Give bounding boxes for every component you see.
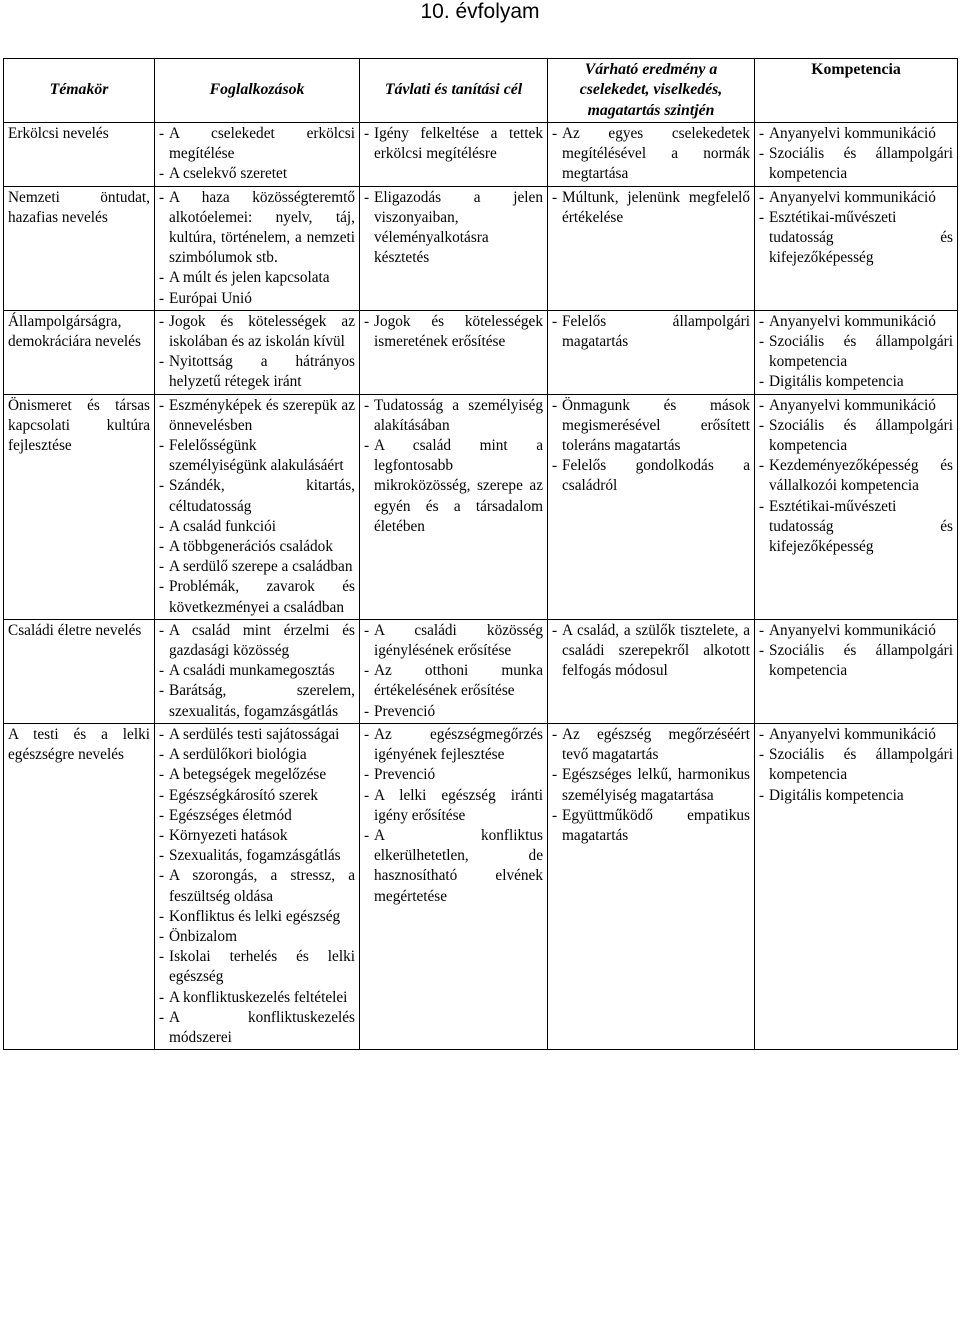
- competence-item: [759, 124, 953, 144]
- activities-list: [159, 396, 355, 618]
- outcomes-cell: [548, 723, 755, 1049]
- competences-cell: [755, 123, 958, 187]
- activities-list: [159, 188, 355, 309]
- dash-marker: -: [159, 847, 165, 865]
- competence-item-text: Szociális és állampolgári kompetencia: [769, 746, 953, 784]
- header-outcome: Várható eredmény a cselekedet, viselkedés, magatartás szintjén: [548, 59, 755, 123]
- goal-item: [364, 826, 543, 907]
- activity-item: [159, 476, 355, 516]
- dash-marker: -: [159, 289, 165, 307]
- dash-marker: -: [159, 806, 165, 824]
- goal-item: [364, 621, 543, 661]
- dash-marker: -: [159, 682, 165, 700]
- goals-cell: [360, 186, 548, 310]
- dash-marker: -: [759, 786, 765, 804]
- dash-marker: -: [364, 786, 370, 804]
- competence-item: [759, 372, 953, 392]
- outcomes-list: [552, 396, 750, 497]
- dash-marker: -: [159, 826, 165, 844]
- header-activities: Foglalkozások: [155, 59, 360, 123]
- goals-cell: [360, 123, 548, 187]
- dash-marker: -: [552, 396, 558, 414]
- goals-cell: [360, 619, 548, 723]
- outcomes-list: [552, 725, 750, 846]
- dash-marker: -: [159, 558, 165, 576]
- activity-item-text: A betegségek megelőzése: [169, 766, 327, 784]
- activity-item-text: A haza közösségteremtő alkotóelemei: nyelv, táj, kultúra, történelem, a nemzeti szimbólumok stb.: [169, 188, 355, 267]
- competence-item-text: Anyanyelvi kommunikáció: [769, 312, 936, 330]
- dash-marker: -: [759, 188, 765, 206]
- dash-marker: -: [552, 806, 558, 824]
- outcomes-cell: [548, 394, 755, 619]
- competences-list: [759, 124, 953, 185]
- competences-cell: [755, 394, 958, 619]
- outcome-item: [552, 396, 750, 457]
- activity-item-text: A serdülő szerepe a családban: [169, 558, 353, 576]
- table-row: [4, 186, 958, 310]
- goals-list: [364, 188, 543, 269]
- dash-marker: -: [159, 948, 165, 966]
- competence-item: [759, 188, 953, 208]
- activity-item-text: Jogok és kötelességek az iskolában és az iskolán kívül: [169, 312, 355, 351]
- goal-item: [364, 188, 543, 269]
- dash-marker: -: [759, 145, 765, 163]
- activity-item-text: Eszményképek és szerepük az önnevelésben: [169, 396, 355, 434]
- activity-item-text: A cselekvő szeretet: [169, 165, 288, 183]
- activity-item-text: A konfliktuskezelés feltételei: [169, 988, 348, 1006]
- competence-item: [759, 497, 953, 558]
- goal-item: [364, 661, 543, 701]
- activity-item: [159, 866, 355, 906]
- dash-marker: -: [159, 725, 165, 743]
- activity-item: [159, 289, 355, 309]
- activity-item: [159, 124, 355, 164]
- outcomes-list: [552, 124, 750, 185]
- activities-cell: [155, 186, 360, 310]
- goals-list: [364, 124, 543, 164]
- dash-marker: -: [552, 766, 558, 784]
- dash-marker: -: [159, 477, 165, 495]
- dash-marker: -: [759, 333, 765, 351]
- topic-cell: Állampolgárságra, demokráciára nevelés: [4, 310, 155, 394]
- activity-item: [159, 517, 355, 537]
- competence-item-text: Anyanyelvi kommunikáció: [769, 396, 936, 414]
- activities-list: [159, 312, 355, 393]
- dash-marker: -: [364, 621, 370, 639]
- table-row: [4, 310, 958, 394]
- dash-marker: -: [364, 188, 370, 206]
- dash-marker: -: [552, 725, 558, 743]
- outcome-item: [552, 312, 750, 352]
- activity-item-text: Problémák, zavarok és következményei a családban: [169, 578, 355, 616]
- outcome-item-text: Múltunk, jelenünk megfelelő értékelése: [562, 188, 750, 226]
- competence-item-text: Szociális és állampolgári kompetencia: [769, 145, 953, 183]
- activity-item: [159, 907, 355, 927]
- dash-marker: -: [552, 188, 558, 206]
- dash-marker: -: [552, 621, 558, 639]
- competence-item-text: Anyanyelvi kommunikáció: [769, 621, 936, 639]
- topic-cell: Nemzeti öntudat, hazafias nevelés: [4, 186, 155, 310]
- activity-item-text: Önbizalom: [169, 927, 237, 945]
- dash-marker: -: [159, 396, 165, 414]
- activity-item-text: A többgenerációs családok: [169, 538, 333, 556]
- activity-item-text: A család mint érzelmi és gazdasági közösség: [169, 621, 355, 660]
- activity-item-text: Európai Unió: [169, 289, 252, 307]
- competence-item: [759, 312, 953, 332]
- dash-marker: -: [159, 988, 165, 1006]
- dash-marker: -: [759, 208, 765, 226]
- goal-item-text: Eligazodás a jelen viszonyaiban, véleményalkotásra késztetés: [374, 188, 543, 267]
- topic-cell: A testi és a lelki egészségre nevelés: [4, 723, 155, 1049]
- activity-item: [159, 164, 355, 184]
- goal-item-text: Tudatosság a személyiség alakításában: [374, 396, 543, 434]
- activity-item-text: Szexualitás, fogamzásgátlás: [169, 847, 341, 865]
- competence-item: [759, 725, 953, 745]
- goal-item: [364, 702, 543, 722]
- outcomes-list: [552, 312, 750, 352]
- outcomes-cell: [548, 619, 755, 723]
- competences-list: [759, 396, 953, 558]
- activity-item-text: A cselekedet erkölcsi megítélése: [169, 125, 355, 163]
- outcome-item-text: Egészséges lelkű, harmonikus személyiség magatartása: [562, 766, 750, 804]
- activity-item: [159, 396, 355, 436]
- activity-item-text: Iskolai terhelés és lelki egészség: [169, 948, 355, 986]
- activity-item-text: A múlt és jelen kapcsolata: [169, 269, 330, 287]
- dash-marker: -: [364, 312, 370, 330]
- activity-item: [159, 846, 355, 866]
- activity-item-text: Felelősségünk személyiségünk alakulásáért: [169, 437, 344, 475]
- topic-cell: Önismeret és társas kapcsolati kultúra fejlesztése: [4, 394, 155, 619]
- goals-list: [364, 312, 543, 352]
- dash-marker: -: [159, 621, 165, 639]
- dash-marker: -: [159, 538, 165, 556]
- activity-item: [159, 557, 355, 577]
- dash-marker: -: [364, 125, 370, 142]
- competences-cell: [755, 186, 958, 310]
- dash-marker: -: [759, 725, 765, 743]
- dash-marker: -: [759, 125, 765, 142]
- activity-item: [159, 745, 355, 765]
- activity-item-text: A konfliktuskezelés módszerei: [169, 1008, 355, 1046]
- goals-cell: [360, 394, 548, 619]
- activity-item-text: Nyitottság a hátrányos helyzetű rétegek iránt: [169, 353, 355, 391]
- activity-item-text: Egészségkárosító szerek: [169, 786, 319, 804]
- goal-item-text: Az egészségmegőrzés igényének fejlesztése: [374, 725, 543, 764]
- outcomes-list: [552, 188, 750, 228]
- competences-list: [759, 725, 953, 806]
- dash-marker: -: [159, 766, 165, 784]
- outcome-item-text: Felelős állampolgári magatartás: [562, 312, 750, 351]
- competence-item-text: Kezdeményezőképesség és vállalkozói kompetencia: [769, 457, 953, 495]
- activity-item: [159, 268, 355, 288]
- dash-marker: -: [759, 312, 765, 330]
- outcome-item: [552, 124, 750, 185]
- activity-item: [159, 1008, 355, 1048]
- activity-item-text: A serdülőkori biológia: [169, 746, 307, 764]
- competence-item-text: Szociális és állampolgári kompetencia: [769, 642, 953, 680]
- goal-item-text: A család mint a legfontosabb mikroközösség, szerepe az egyén és a társadalom életében: [374, 437, 543, 535]
- activities-cell: [155, 310, 360, 394]
- activity-item: [159, 947, 355, 987]
- competence-item-text: Digitális kompetencia: [769, 786, 904, 804]
- outcome-item: [552, 188, 750, 228]
- competences-cell: [755, 310, 958, 394]
- activity-item: [159, 352, 355, 392]
- activity-item-text: Egészséges életmód: [169, 806, 292, 824]
- dash-marker: -: [159, 125, 165, 142]
- goal-item: [364, 312, 543, 352]
- activity-item: [159, 312, 355, 352]
- dash-marker: -: [159, 867, 165, 885]
- outcomes-list: [552, 621, 750, 682]
- dash-marker: -: [552, 125, 558, 142]
- outcome-item: [552, 456, 750, 496]
- outcomes-cell: [548, 123, 755, 187]
- dash-marker: -: [159, 188, 165, 206]
- dash-marker: -: [759, 621, 765, 639]
- competence-item: [759, 621, 953, 641]
- table-row: [4, 394, 958, 619]
- dash-marker: -: [364, 725, 370, 743]
- activity-item: [159, 681, 355, 721]
- competence-item-text: Szociális és állampolgári kompetencia: [769, 333, 953, 371]
- goal-item: [364, 124, 543, 164]
- activities-list: [159, 725, 355, 1048]
- dash-marker: -: [364, 826, 370, 844]
- dash-marker: -: [159, 1008, 165, 1026]
- dash-marker: -: [159, 437, 165, 455]
- topic-cell: Erkölcsi nevelés: [4, 123, 155, 187]
- dash-marker: -: [759, 416, 765, 434]
- competences-cell: [755, 619, 958, 723]
- competence-item-text: Szociális és állampolgári kompetencia: [769, 416, 953, 455]
- goal-item: [364, 765, 543, 785]
- outcome-item-text: Az egyes cselekedetek megítélésével a normák megtartása: [562, 125, 750, 183]
- competence-item-text: Esztétikai-művészeti tudatosság és kifejezőképesség: [769, 497, 953, 556]
- competence-item: [759, 456, 953, 496]
- activity-item: [159, 188, 355, 269]
- activity-item-text: A család funkciói: [169, 517, 277, 535]
- outcome-item-text: A család, a szülők tisztelete, a családi szerepekről alkotott felfogás módosul: [562, 621, 750, 680]
- competences-cell: [755, 723, 958, 1049]
- activity-item: [159, 927, 355, 947]
- dash-marker: -: [364, 396, 370, 414]
- table-row: [4, 619, 958, 723]
- dash-marker: -: [759, 642, 765, 660]
- goals-list: [364, 725, 543, 907]
- outcome-item: [552, 765, 750, 805]
- outcome-item-text: Együttműködő empatikus magatartás: [562, 806, 750, 844]
- outcomes-cell: [548, 186, 755, 310]
- activity-item: [159, 621, 355, 661]
- goal-item: [364, 436, 543, 537]
- goals-list: [364, 396, 543, 537]
- goal-item-text: A konfliktus elkerülhetetlen, de hasznosítható elvének megértetése: [374, 826, 543, 905]
- competence-item-text: Anyanyelvi kommunikáció: [769, 188, 936, 206]
- activities-cell: [155, 394, 360, 619]
- competence-item: [759, 208, 953, 269]
- outcome-item-text: Felelős gondolkodás a családról: [562, 457, 750, 495]
- competence-item: [759, 332, 953, 372]
- activity-item-text: Konfliktus és lelki egészség: [169, 907, 341, 925]
- outcome-item: [552, 806, 750, 846]
- activity-item-text: A szorongás, a stressz, a feszültség oldása: [169, 867, 355, 905]
- dash-marker: -: [159, 517, 165, 535]
- goals-list: [364, 621, 543, 722]
- dash-marker: -: [364, 766, 370, 784]
- header-goal: Távlati és tanítási cél: [360, 59, 548, 123]
- dash-marker: -: [159, 312, 165, 330]
- competence-item-text: Anyanyelvi kommunikáció: [769, 725, 936, 743]
- dash-marker: -: [364, 437, 370, 455]
- table-row: [4, 723, 958, 1049]
- activity-item: [159, 661, 355, 681]
- competence-item: [759, 786, 953, 806]
- activity-item: [159, 826, 355, 846]
- dash-marker: -: [759, 396, 765, 414]
- competence-item-text: Digitális kompetencia: [769, 373, 904, 391]
- competence-item: [759, 641, 953, 681]
- competence-item: [759, 416, 953, 456]
- activity-item: [159, 537, 355, 557]
- dash-marker: -: [552, 312, 558, 330]
- activity-item-text: Környezeti hatások: [169, 826, 288, 844]
- activities-cell: [155, 619, 360, 723]
- competences-list: [759, 188, 953, 269]
- activity-item: [159, 765, 355, 785]
- dash-marker: -: [759, 373, 765, 391]
- goal-item: [364, 725, 543, 765]
- activity-item-text: A családi munkamegosztás: [169, 662, 335, 680]
- activity-item: [159, 988, 355, 1008]
- outcome-item: [552, 725, 750, 765]
- goal-item-text: Jogok és kötelességek ismeretének erősítése: [374, 312, 543, 351]
- table-body: [4, 123, 958, 1050]
- dash-marker: -: [159, 907, 165, 925]
- dash-marker: -: [159, 746, 165, 764]
- goals-cell: [360, 723, 548, 1049]
- goal-item-text: A lelki egészség iránti igény erősítése: [374, 786, 543, 824]
- activities-cell: [155, 123, 360, 187]
- goal-item: [364, 396, 543, 436]
- dash-marker: -: [159, 353, 165, 371]
- competence-item: [759, 745, 953, 785]
- dash-marker: -: [159, 927, 165, 945]
- curriculum-table: [3, 58, 958, 1050]
- activities-cell: [155, 723, 360, 1049]
- dash-marker: -: [759, 746, 765, 764]
- dash-marker: -: [364, 662, 370, 680]
- goal-item-text: Igény felkeltése a tettek erkölcsi megítélésre: [374, 125, 543, 163]
- activity-item-text: Szándék, kitartás, céltudatosság: [169, 477, 355, 515]
- activities-list: [159, 621, 355, 722]
- goals-cell: [360, 310, 548, 394]
- competences-list: [759, 621, 953, 682]
- header-topic: Témakör: [4, 59, 155, 123]
- competence-item-text: Esztétikai-művészeti tudatosság és kifejezőképesség: [769, 208, 953, 267]
- dash-marker: -: [159, 662, 165, 680]
- competence-item: [759, 396, 953, 416]
- activity-item: [159, 725, 355, 745]
- dash-marker: -: [159, 786, 165, 804]
- table-row: [4, 123, 958, 187]
- competences-list: [759, 312, 953, 393]
- dash-marker: -: [159, 269, 165, 287]
- outcome-item-text: Az egészség megőrzéséért tevő magatartás: [562, 725, 750, 764]
- competence-item: [759, 144, 953, 184]
- activity-item: [159, 806, 355, 826]
- dash-marker: -: [159, 578, 165, 596]
- dash-marker: -: [759, 457, 765, 475]
- goal-item-text: Az otthoni munka értékelésének erősítése: [374, 662, 543, 700]
- activities-list: [159, 124, 355, 185]
- activity-item: [159, 436, 355, 476]
- dash-marker: -: [759, 497, 765, 515]
- page-title: 10. évfolyam: [420, 0, 540, 23]
- dash-marker: -: [159, 165, 165, 183]
- outcome-item: [552, 621, 750, 682]
- outcomes-cell: [548, 310, 755, 394]
- activity-item-text: A serdülés testi sajátosságai: [169, 725, 340, 743]
- outcome-item-text: Önmagunk és mások megismerésével erősített toleráns magatartás: [562, 396, 750, 455]
- competence-item-text: Anyanyelvi kommunikáció: [769, 125, 936, 142]
- activity-item: [159, 577, 355, 617]
- activity-item-text: Barátság, szerelem, szexualitás, fogamzásgátlás: [169, 682, 355, 720]
- topic-cell: Családi életre nevelés: [4, 619, 155, 723]
- activity-item: [159, 786, 355, 806]
- goal-item-text: Prevenció: [374, 766, 436, 784]
- header-competence: Kompetencia: [755, 59, 958, 123]
- dash-marker: -: [364, 702, 370, 720]
- goal-item: [364, 786, 543, 826]
- goal-item-text: A családi közösség igénylésének erősítése: [374, 621, 543, 660]
- dash-marker: -: [552, 457, 558, 475]
- goal-item-text: Prevenció: [374, 702, 436, 720]
